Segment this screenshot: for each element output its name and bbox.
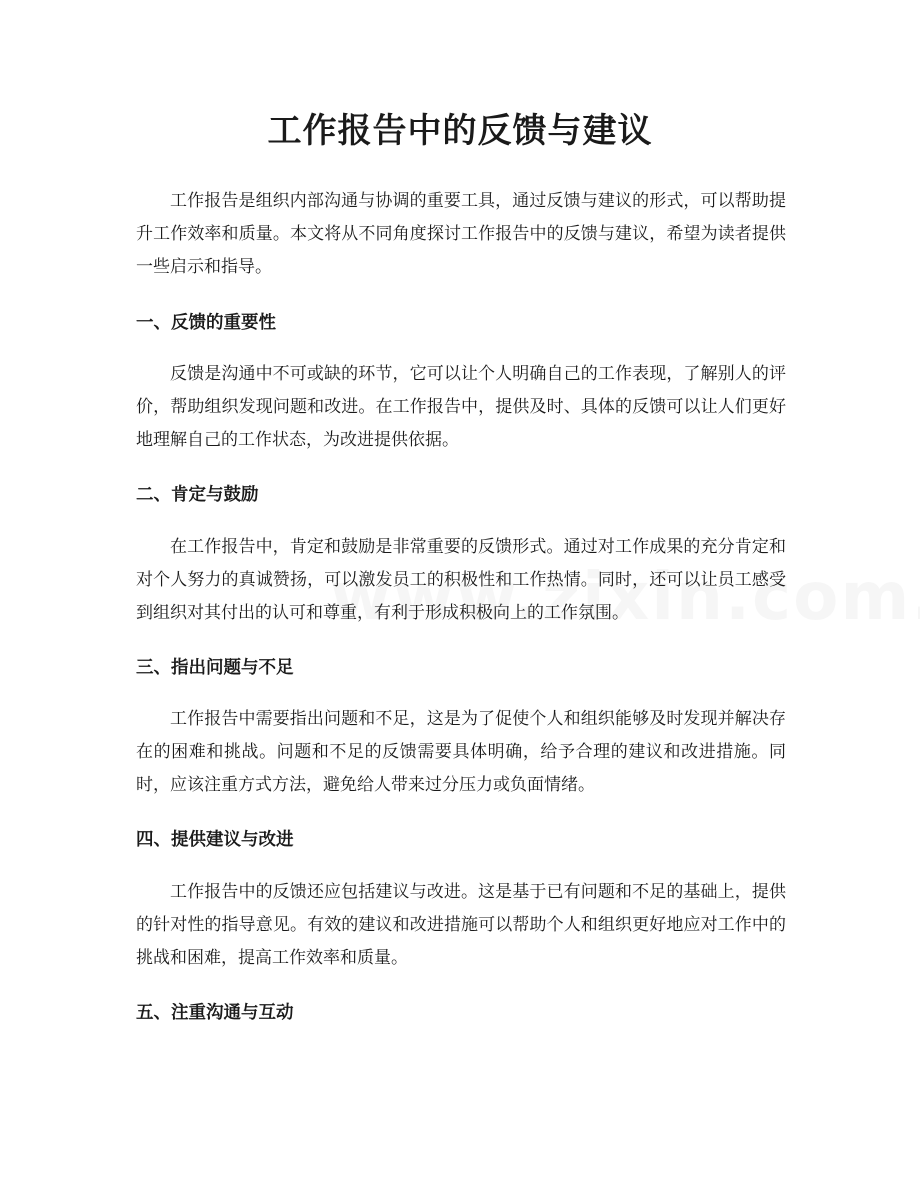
section-heading-3: 三、指出问题与不足 [136,658,294,678]
section-heading-4: 四、提供建议与改进 [136,830,294,850]
section-body-3: 工作报告中需要指出问题和不足，这是为了促使个人和组织能够及时发现并解决存在的困难和挑战。问题和不足的反馈需要具体明确，给予合理的建议和改进措施。同时，应该注重方式方法，避免给人带来过分压力或负面情绪。 [136,709,786,795]
section-heading-2: 二、肯定与鼓励 [136,485,259,505]
intro-paragraph: 工作报告是组织内部沟通与协调的重要工具，通过反馈与建议的形式，可以帮助提升工作效率和质量。本文将从不同角度探讨工作报告中的反馈与建议，希望为读者提供一些启示和指导。 [136,191,786,277]
section-heading-5: 五、注重沟通与互动 [136,1003,294,1023]
section-body-2: 在工作报告中，肯定和鼓励是非常重要的反馈形式。通过对工作成果的充分肯定和对个人努力的真诚赞扬，可以激发员工的积极性和工作热情。同时，还可以让员工感受到组织对其付出的认可和尊重，有利于形成积极向上的工作氛围。 [136,537,786,623]
section-heading-1: 一、反馈的重要性 [136,313,276,333]
section-body-4: 工作报告中的反馈还应包括建议与改进。这是基于已有问题和不足的基础上，提供的针对性的指导意见。有效的建议和改进措施可以帮助个人和组织更好地应对工作中的挑战和困难，提高工作效率和质量。 [136,882,786,968]
document-title: 工作报告中的反馈与建议 [267,111,653,151]
section-body-1: 反馈是沟通中不可或缺的环节，它可以让个人明确自己的工作表现，了解别人的评价，帮助组织发现问题和改进。在工作报告中，提供及时、具体的反馈可以让人们更好地理解自己的工作状态，为改进提供依据。 [136,364,786,450]
